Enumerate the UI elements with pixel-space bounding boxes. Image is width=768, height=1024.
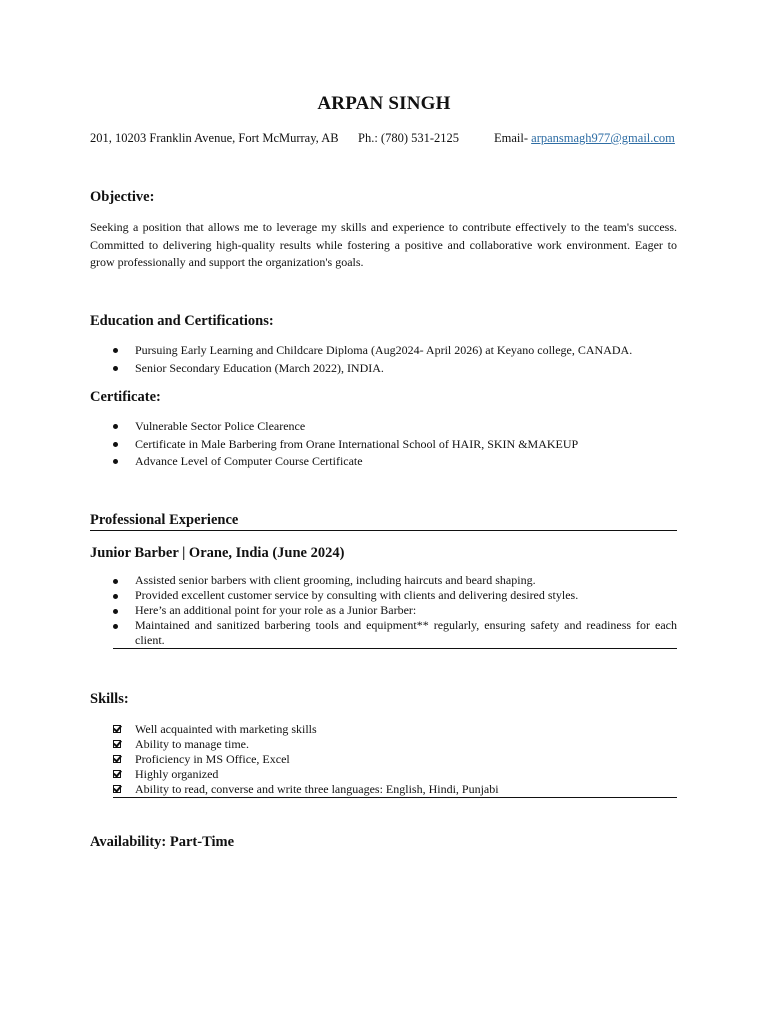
address: 201, 10203 Franklin Avenue, Fort McMurray, AB: [90, 131, 339, 145]
candidate-name: ARPAN SINGH: [317, 93, 451, 114]
certificate-list: [90, 418, 677, 471]
skills-heading: Skills:: [90, 691, 129, 707]
list-item: Assisted senior barbers with client grooming, including haircuts and beard shaping.: [90, 573, 677, 588]
list-item: Proficiency in MS Office, Excel: [90, 752, 677, 767]
experience-heading: Professional Experience: [90, 512, 239, 528]
list-item: Well acquainted with marketing skills: [90, 722, 677, 737]
checkbox-icon: [113, 725, 121, 733]
list-item: Provided excellent customer service by consulting with clients and delivering desired styles.: [90, 588, 677, 603]
availability: Availability: Part-Time: [90, 834, 235, 850]
experience-list: [90, 573, 677, 648]
bullet-icon: [113, 609, 118, 614]
checkbox-icon: [113, 770, 121, 778]
bullet-icon: [113, 424, 118, 429]
list-item: Pursuing Early Learning and Childcare Diploma (Aug2024- April 2026) at Keyano college, CANADA.: [90, 342, 677, 360]
section-divider: [113, 648, 677, 649]
phone-number: Ph.: (780) 531-2125: [358, 131, 460, 145]
bullet-icon: [113, 442, 118, 447]
list-item: Ability to manage time.: [90, 737, 677, 752]
bullet-icon: [113, 579, 118, 584]
bullet-icon: [113, 366, 118, 371]
list-item: Vulnerable Sector Police Clearence: [90, 418, 677, 436]
list-item: Senior Secondary Education (March 2022), INDIA.: [90, 360, 677, 378]
email-block: [494, 131, 675, 146]
list-item: Here’s an additional point for your role as a Junior Barber:: [90, 603, 677, 618]
bullet-icon: [113, 459, 118, 464]
list-item: Advance Level of Computer Course Certificate: [90, 453, 677, 471]
list-item: Certificate in Male Barbering from Orane International School of HAIR, SKIN &MAKEUP: [90, 436, 677, 454]
bullet-icon: [113, 594, 118, 599]
checkbox-icon: [113, 755, 121, 763]
section-divider: [113, 797, 677, 798]
list-item: Ability to read, converse and write three languages: English, Hindi, Punjabi: [90, 782, 677, 797]
objective-heading: Objective:: [90, 189, 155, 205]
section-divider: [90, 530, 677, 531]
list-item: Highly organized: [90, 767, 677, 782]
contact-line: [90, 131, 675, 146]
email-link[interactable]: arpansmagh977@gmail.com: [531, 131, 675, 145]
certificate-heading: Certificate:: [90, 389, 161, 405]
skills-list: [90, 722, 677, 797]
bullet-icon: [113, 348, 118, 353]
email-label: Email-: [494, 131, 529, 145]
checkbox-icon: [113, 740, 121, 748]
job-title: Junior Barber | Orane, India (June 2024): [90, 545, 345, 561]
education-list: [90, 342, 677, 377]
objective-text: Seeking a position that allows me to leverage my skills and experience to contribute effectively to the team's success. Committed to delivering high-quality results while fostering a positive and collaborative work environment. Eager to grow professionally and support the organization's goals.: [90, 220, 677, 269]
bullet-icon: [113, 624, 118, 629]
checkbox-icon: [113, 785, 121, 793]
education-heading: Education and Certifications:: [90, 313, 274, 329]
list-item: Maintained and sanitized barbering tools and equipment** regularly, ensuring safety and readiness for each client.: [90, 618, 677, 648]
